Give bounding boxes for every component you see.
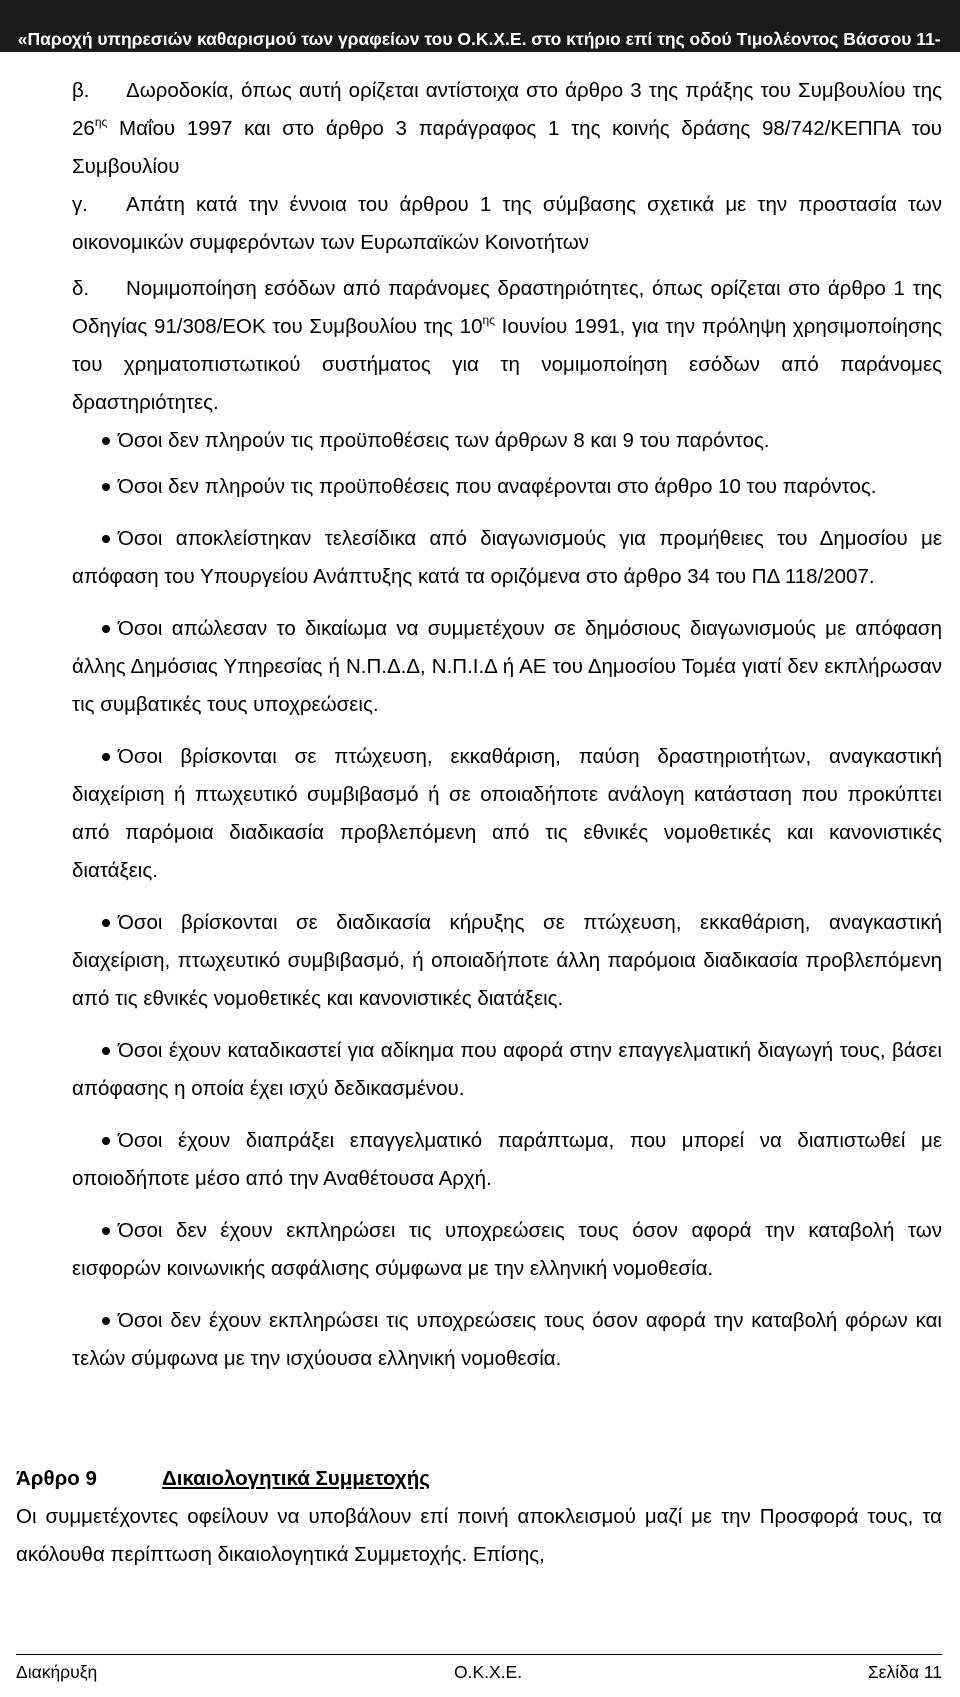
bullet-dot-icon bbox=[102, 1317, 110, 1325]
bullet-item bbox=[72, 422, 942, 460]
footer-center-text: Ο.Κ.Χ.Ε. bbox=[454, 1662, 523, 1682]
article-title: Δικαιολογητικά Συμμετοχής bbox=[162, 1467, 430, 1490]
bullet-item bbox=[72, 1302, 942, 1378]
bullet-item bbox=[72, 1032, 942, 1108]
bullet-item bbox=[72, 1122, 942, 1198]
page-footer bbox=[16, 1654, 942, 1682]
bullet-text: Όσοι βρίσκονται σε διαδικασία κήρυξης σε πτώχευση, εκκαθάριση, αναγκαστική διαχείριση, πτωχευτικό συμβιβασμό, ή οποιαδήποτε άλλη παρόμοια διαδικασία προβλεπόμενη από τις εθνικές νομοθετικές και κανονιστικές διατάξεις. bbox=[72, 911, 942, 1010]
article-section bbox=[16, 1460, 942, 1574]
bullet-text: Όσοι βρίσκονται σε πτώχευση, εκκαθάριση, παύση δραστηριοτήτων, αναγκαστική διαχείριση ή πτωχευτικό συμβιβασμό ή σε οποιαδήποτε ανάλογη κατάσταση που προκύπτει από παρόμοια διαδικασία προβλεπόμενη από τις εθνικές νομοθετικές και κανονιστικές διατάξεις. bbox=[72, 745, 942, 882]
item-d-label: δ. bbox=[72, 277, 90, 300]
footer-left-text: Διακήρυξη bbox=[16, 1662, 98, 1682]
bullet-item bbox=[72, 1212, 942, 1288]
document-header-bar bbox=[0, 0, 960, 73]
bullet-dot-icon bbox=[102, 753, 110, 761]
bullet-dot-icon bbox=[102, 1137, 110, 1145]
item-b-text-before: Δωροδοκία, όπως αυτή ορίζεται αντίστοιχα στο άρθρο 3 της πράξης του Συμβουλίου της 26 bbox=[72, 79, 942, 140]
bullet-text: Όσοι απώλεσαν το δικαίωμα να συμμετέχουν σε δημόσιους διαγωνισμούς με απόφαση άλλης Δημόσιας Υπηρεσίας ή Ν.Π.Δ.Δ, Ν.Π.Ι.Δ ή ΑΕ του Δημοσίου Τομέα γιατί δεν εκπλήρωσαν τις συμβατικές τους υποχρεώσεις. bbox=[72, 617, 942, 716]
bullet-item bbox=[72, 610, 942, 724]
item-b bbox=[72, 72, 942, 186]
item-b-text-after: Μαΐου 1997 και στο άρθρο 3 παράγραφος 1 της κοινής δράσης 98/742/ΚΕΠΠΑ του Συμβουλίου bbox=[72, 117, 942, 178]
bullet-text: Όσοι δεν πληρούν τις προϋποθέσεις των άρθρων 8 και 9 του παρόντος. bbox=[118, 429, 770, 452]
bullet-text: Όσοι δεν έχουν εκπληρώσει τις υποχρεώσεις τους όσον αφορά την καταβολή φόρων και τελών σύμφωνα με την ισχύουσα ελληνική νομοθεσία. bbox=[72, 1309, 942, 1370]
article-number: Άρθρο 9 bbox=[16, 1467, 97, 1490]
bullet-text: Όσοι δεν έχουν εκπληρώσει τις υποχρεώσεις τους όσον αφορά την καταβολή των εισφορών κοινωνικής ασφάλισης σύμφωνα με την ελληνική νομοθεσία. bbox=[72, 1219, 942, 1280]
header-title: «Παροχή υπηρεσιών καθαρισμού των γραφείων του Ο.Κ.Χ.Ε. στο κτήριο επί της οδού Τιμολέοντος Βάσσου 11-13» bbox=[8, 29, 941, 73]
article-paragraph: Οι συμμετέχοντες οφείλουν να υποβάλουν επί ποινή αποκλεισμού μαζί με την Προσφορά τους, τα ακόλουθα περίπτωση δικαιολογητικά Συμμετοχής. Επίσης, bbox=[16, 1505, 942, 1566]
bullet-text: Όσοι έχουν διαπράξει επαγγελματικό παράπτωμα, που μπορεί να διαπιστωθεί με οποιοδήποτε μέσο από την Αναθέτουσα Αρχή. bbox=[72, 1129, 942, 1190]
item-b-superscript: ης bbox=[94, 115, 108, 129]
bullet-dot-icon bbox=[102, 919, 110, 927]
bullet-item bbox=[72, 468, 942, 506]
bullet-text: Όσοι αποκλείστηκαν τελεσίδικα από διαγωνισμούς για προμήθειες του Δημοσίου με απόφαση του Υπουργείου Ανάπτυξης κατά τα οριζόμενα στο άρθρο 34 του ΠΔ 118/2007. bbox=[72, 527, 942, 588]
item-d-text-after: Ιουνίου 1991, για την πρόληψη χρησιμοποίησης του χρηματοπιστωτικού συστήματος για τη νομιμοποίηση εσόδων από παράνομες δραστηριότητες. bbox=[72, 315, 943, 414]
item-d bbox=[72, 270, 942, 422]
item-g bbox=[72, 186, 942, 262]
item-b-label: β. bbox=[72, 79, 90, 102]
bullet-item bbox=[72, 520, 942, 596]
bullet-dot-icon bbox=[102, 625, 110, 633]
footer-page-number: Σελίδα 11 bbox=[867, 1662, 942, 1682]
item-g-text: Απάτη κατά την έννοια του άρθρου 1 της σύμβασης σχετικά με την προστασία των οικονομικών συμφερόντων των Ευρωπαϊκών Κοινοτήτων bbox=[72, 193, 942, 254]
bullet-text: Όσοι δεν πληρούν τις προϋποθέσεις που αναφέρονται στο άρθρο 10 του παρόντος. bbox=[118, 475, 877, 498]
bullet-dot-icon bbox=[102, 1227, 110, 1235]
bullet-dot-icon bbox=[102, 1047, 110, 1055]
bullet-dot-icon bbox=[102, 483, 110, 491]
item-d-text-before: Νομιμοποίηση εσόδων από παράνομες δραστηριότητες, όπως ορίζεται στο άρθρο 1 της Οδηγίας 91/308/ΕΟΚ του Συμβουλίου της 10 bbox=[72, 277, 942, 338]
bullet-text: Όσοι έχουν καταδικαστεί για αδίκημα που αφορά στην επαγγελματική διαγωγή τους, βάσει απόφασης η οποία έχει ισχύ δεδικασμένου. bbox=[72, 1039, 942, 1100]
bullet-dot-icon bbox=[102, 535, 110, 543]
article-heading bbox=[16, 1460, 942, 1498]
item-d-superscript: ης bbox=[482, 313, 495, 327]
bullet-item bbox=[72, 738, 942, 890]
bullet-dot-icon bbox=[102, 437, 110, 445]
item-g-label: γ. bbox=[72, 193, 88, 216]
document-body bbox=[72, 72, 942, 1378]
bullet-item bbox=[72, 904, 942, 1018]
